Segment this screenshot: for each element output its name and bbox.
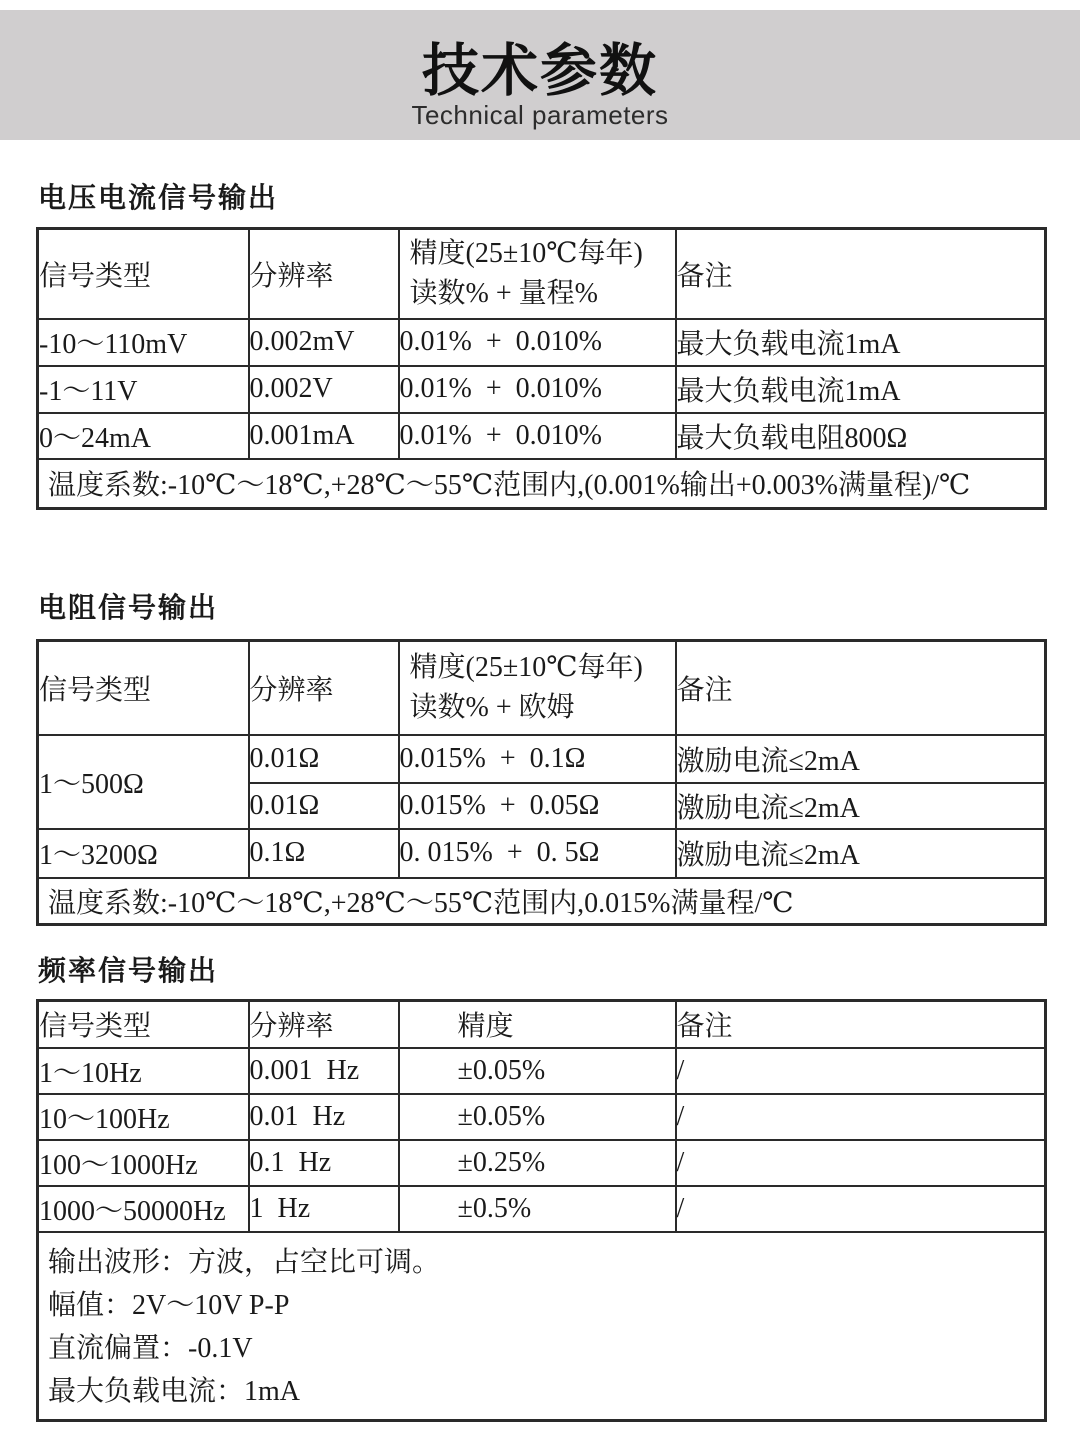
table-footnote-row [38,459,1046,509]
cell-resolution: 0.01Ω [249,783,399,829]
cell-remark: / [676,1048,1046,1094]
cell-accuracy: ±0.05% [399,1094,676,1140]
voltage-current-table [36,227,1047,510]
col-header-accuracy [399,229,676,319]
cell-remark: / [676,1186,1046,1232]
frequency-output-notes [38,1232,1046,1421]
cell-accuracy: ±0.25% [399,1140,676,1186]
cell-resolution: 0.001mA [249,413,399,459]
cell-resolution: 1 Hz [249,1186,399,1232]
cell-remark: 最大负载电阻800Ω [676,413,1046,459]
cell-resolution: 0.002V [249,366,399,413]
cell-remark: 激励电流≤2mA [676,783,1046,829]
cell-accuracy: 0.01% + 0.010% [399,366,676,413]
table-row [38,1094,1046,1140]
temperature-coefficient-note: 温度系数:-10℃～18℃,+28℃～55℃范围内,(0.001%输出+0.003%满量程)/℃ [38,459,1046,509]
accuracy-header-line2: 读数% + 欧姆 [409,691,575,723]
section-title-resistance: 电阻信号输出 [38,593,219,624]
col-header-signal-type: 信号类型 [38,1001,249,1048]
cell-remark: / [676,1094,1046,1140]
cell-accuracy: 0.015% + 0.1Ω [399,735,676,783]
col-header-remark: 备注 [676,1001,1046,1048]
cell-resolution: 0.01 Hz [249,1094,399,1140]
note-waveform: 输出波形：方波，占空比可调。 [48,1246,441,1278]
table-header-row [38,641,1046,735]
section-title-voltage-current: 电压电流信号输出 [38,183,279,214]
accuracy-header-line2: 读数% + 量程% [409,277,598,309]
cell-signal-type: 100～1000Hz [38,1140,249,1186]
table-footnote-row [38,1232,1046,1421]
section-title-frequency: 频率信号输出 [38,956,219,987]
cell-resolution: 0.001 Hz [249,1048,399,1094]
frequency-table [36,999,1047,1422]
cell-accuracy: 0.015% + 0.05Ω [399,783,676,829]
cell-remark: 最大负载电流1mA [676,366,1046,413]
col-header-signal-type: 信号类型 [38,641,249,735]
cell-remark: 激励电流≤2mA [676,829,1046,878]
cell-accuracy: 0.01% + 0.010% [399,413,676,459]
accuracy-header-line1: 精度(25±10℃每年) [409,237,643,269]
note-dc-offset: 直流偏置：-0.1V [48,1332,253,1364]
col-header-resolution: 分辨率 [249,229,399,319]
cell-remark: 最大负载电流1mA [676,319,1046,366]
cell-resolution: 0.002mV [249,319,399,366]
page-header [0,10,1080,140]
table-row [38,1186,1046,1232]
note-amplitude: 幅值：2V～10V P-P [48,1289,290,1321]
cell-signal-type: -10～110mV [38,319,249,366]
cell-signal-type: 10～100Hz [38,1094,249,1140]
table-row [38,366,1046,413]
col-header-accuracy [399,641,676,735]
cell-remark: 激励电流≤2mA [676,735,1046,783]
col-header-resolution: 分辨率 [249,1001,399,1048]
cell-accuracy: 0.01% + 0.010% [399,319,676,366]
col-header-resolution: 分辨率 [249,641,399,735]
cell-signal-type: 0～24mA [38,413,249,459]
cell-resolution: 0.1Ω [249,829,399,878]
resistance-table [36,639,1047,926]
cell-resolution: 0.1 Hz [249,1140,399,1186]
table-footnote-row [38,878,1046,925]
page-title: 技术参数 [422,39,658,103]
cell-signal-type: -1～11V [38,366,249,413]
table-header-row [38,229,1046,319]
temperature-coefficient-note: 温度系数:-10℃～18℃,+28℃～55℃范围内,0.015%满量程/℃ [38,878,1046,925]
cell-signal-type: 1～3200Ω [38,829,249,878]
cell-signal-type: 1000～50000Hz [38,1186,249,1232]
table-row [38,829,1046,878]
page-subtitle: Technical parameters [411,100,669,130]
col-header-remark: 备注 [676,229,1046,319]
col-header-signal-type: 信号类型 [38,229,249,319]
cell-signal-type: 1～500Ω [38,735,249,829]
cell-signal-type: 1～10Hz [38,1048,249,1094]
cell-accuracy: ±0.5% [399,1186,676,1232]
col-header-accuracy: 精度 [399,1001,676,1048]
table-row [38,735,1046,783]
table-row [38,319,1046,366]
table-row [38,413,1046,459]
note-max-load-current: 最大负载电流：1mA [48,1375,301,1407]
accuracy-header-line1: 精度(25±10℃每年) [409,651,643,683]
table-row [38,1140,1046,1186]
cell-accuracy: ±0.05% [399,1048,676,1094]
table-header-row [38,1001,1046,1048]
table-row [38,1048,1046,1094]
cell-remark: / [676,1140,1046,1186]
cell-resolution: 0.01Ω [249,735,399,783]
cell-accuracy: 0. 015% + 0. 5Ω [399,829,676,878]
col-header-remark: 备注 [676,641,1046,735]
